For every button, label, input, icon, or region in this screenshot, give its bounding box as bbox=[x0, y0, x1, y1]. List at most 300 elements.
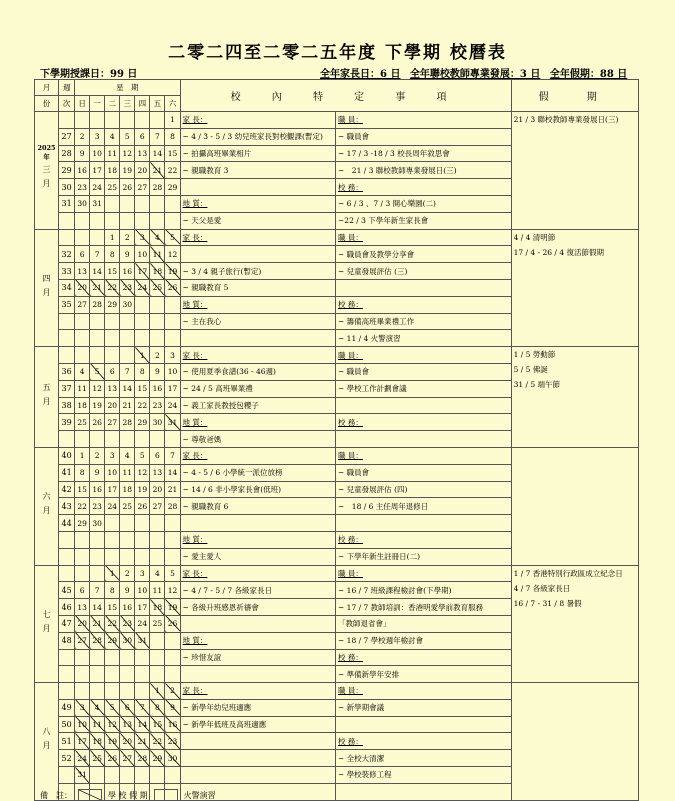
calendar-row bbox=[35, 683, 639, 700]
day-cell: 7 bbox=[90, 582, 105, 599]
month-name: 七月 bbox=[42, 609, 52, 638]
header-day: 二 bbox=[105, 96, 120, 112]
day-cell: 14 bbox=[120, 380, 135, 397]
day-cell: 30 bbox=[75, 195, 90, 212]
week-number: 32 bbox=[59, 246, 75, 263]
week-number bbox=[59, 431, 75, 448]
parent-event: 家 長： bbox=[180, 683, 335, 700]
day-cell bbox=[90, 313, 105, 330]
day-cell: 5 bbox=[165, 565, 180, 582]
day-cell: 6 bbox=[105, 363, 120, 380]
fire-drill-legend-swatch bbox=[154, 789, 178, 801]
day-cell bbox=[135, 212, 150, 229]
week-number bbox=[59, 683, 75, 700]
day-cell bbox=[120, 313, 135, 330]
parent-event: ~ 4 / 3 - 5 / 3 幼兒班家長對校觀課(暫定) bbox=[180, 128, 335, 145]
day-cell bbox=[135, 296, 150, 313]
day-cell bbox=[165, 212, 180, 229]
parent-event bbox=[180, 733, 335, 750]
day-cell bbox=[135, 195, 150, 212]
day-cell: 28 bbox=[135, 750, 150, 767]
day-cell: 6 bbox=[120, 699, 135, 716]
summary-info bbox=[320, 65, 633, 80]
day-cell: 2 bbox=[165, 683, 180, 700]
week-number bbox=[59, 313, 75, 330]
day-cell: 15 bbox=[105, 263, 120, 280]
parent-event: ~ 24 / 5 高班畢業禮 bbox=[180, 380, 335, 397]
day-cell: 3 bbox=[135, 229, 150, 246]
day-cell bbox=[120, 666, 135, 683]
year-suffix: 年 bbox=[43, 152, 50, 161]
holiday-count: 全年假期：88 日 bbox=[549, 69, 628, 80]
day-cell: 23 bbox=[120, 279, 135, 296]
month-name: 五月 bbox=[42, 383, 52, 412]
calendar-row bbox=[35, 447, 639, 464]
day-cell bbox=[75, 531, 90, 548]
header-day: 三 bbox=[120, 96, 135, 112]
week-number: 33 bbox=[59, 263, 75, 280]
week-number: 27 bbox=[59, 128, 75, 145]
month-cell bbox=[35, 229, 59, 347]
calendar-row bbox=[35, 565, 639, 582]
day-cell: 22 bbox=[105, 279, 120, 296]
day-cell: 17 bbox=[90, 162, 105, 179]
day-cell bbox=[165, 767, 180, 784]
parent-event: ~ 14 / 6 非小學家長會(低班) bbox=[180, 481, 335, 498]
day-cell: 10 bbox=[165, 363, 180, 380]
parent-event: ~ 使用夏季食譜(36 - 46週) bbox=[180, 363, 335, 380]
day-cell: 7 bbox=[90, 246, 105, 263]
day-cell: 6 bbox=[135, 128, 150, 145]
day-cell bbox=[105, 683, 120, 700]
day-cell: 21 bbox=[135, 733, 150, 750]
day-cell: 9 bbox=[120, 582, 135, 599]
week-number: 44 bbox=[59, 515, 75, 532]
holiday-list bbox=[511, 565, 638, 683]
day-cell: 8 bbox=[150, 699, 165, 716]
staff-event: 校 務： bbox=[336, 733, 512, 750]
day-cell: 24 bbox=[105, 498, 120, 515]
day-cell: 13 bbox=[75, 599, 90, 616]
day-cell: 31 bbox=[135, 632, 150, 649]
day-cell: 23 bbox=[120, 615, 135, 632]
day-cell: 20 bbox=[75, 279, 90, 296]
legend-fire-drill: 火警演習 bbox=[183, 790, 216, 800]
header-holidays: 假 期 bbox=[511, 80, 638, 112]
week-number: 37 bbox=[59, 380, 75, 397]
day-cell: 1 bbox=[150, 683, 165, 700]
day-cell: 21 bbox=[120, 397, 135, 414]
day-cell bbox=[90, 548, 105, 565]
day-cell bbox=[75, 649, 90, 666]
day-cell: 29 bbox=[150, 750, 165, 767]
day-cell: 21 bbox=[150, 162, 165, 179]
parent-event bbox=[180, 615, 335, 632]
day-cell bbox=[165, 296, 180, 313]
day-cell: 30 bbox=[165, 750, 180, 767]
day-cell bbox=[75, 548, 90, 565]
day-cell: 29 bbox=[75, 515, 90, 532]
day-cell bbox=[105, 195, 120, 212]
day-cell: 3 bbox=[75, 699, 90, 716]
day-cell: 10 bbox=[75, 716, 90, 733]
staff-event: ~ 18 / 6 主任周年退修日 bbox=[336, 498, 512, 515]
legend-label: 備 註： bbox=[40, 790, 72, 800]
day-cell: 15 bbox=[105, 599, 120, 616]
day-cell bbox=[120, 548, 135, 565]
day-cell: 9 bbox=[120, 246, 135, 263]
day-cell: 5 bbox=[120, 128, 135, 145]
day-cell bbox=[150, 531, 165, 548]
day-cell: 14 bbox=[165, 464, 180, 481]
day-cell: 1 bbox=[135, 347, 150, 364]
staff-event: 職 員： bbox=[336, 683, 512, 700]
header-day: 日 bbox=[75, 96, 90, 112]
staff-event: ~ 職員會及教學分享會 bbox=[336, 246, 512, 263]
staff-event: 職 員： bbox=[336, 229, 512, 246]
day-cell bbox=[120, 683, 135, 700]
day-cell bbox=[135, 112, 150, 129]
week-number: 34 bbox=[59, 279, 75, 296]
day-cell: 2 bbox=[90, 447, 105, 464]
day-cell: 3 bbox=[105, 447, 120, 464]
day-cell: 14 bbox=[135, 716, 150, 733]
staff-event: ~ 下學年新生註冊日(二) bbox=[336, 548, 512, 565]
legend-holiday: 學 校 假 期 bbox=[108, 790, 148, 800]
staff-event: ~ 職員會 bbox=[336, 128, 512, 145]
staff-event: ~ 11 / 4 火警演習 bbox=[336, 330, 512, 347]
parent-event: ~ 親職教育 3 bbox=[180, 162, 335, 179]
day-cell bbox=[165, 531, 180, 548]
day-cell bbox=[75, 347, 90, 364]
week-number: 47 bbox=[59, 615, 75, 632]
parent-event: 地 質： bbox=[180, 414, 335, 431]
day-cell: 5 bbox=[165, 229, 180, 246]
day-cell: 13 bbox=[150, 464, 165, 481]
parent-event: ~ 天父是愛 bbox=[180, 212, 335, 229]
week-number bbox=[59, 565, 75, 582]
day-cell: 8 bbox=[135, 363, 150, 380]
day-cell: 21 bbox=[165, 481, 180, 498]
day-cell bbox=[150, 112, 165, 129]
day-cell: 18 bbox=[150, 263, 165, 280]
week-number bbox=[59, 649, 75, 666]
day-cell bbox=[75, 683, 90, 700]
week-number: 39 bbox=[59, 414, 75, 431]
parent-event: ~ 4 / 7 - 5 / 7 各級家長日 bbox=[180, 582, 335, 599]
parent-event: ~ 愛主愛人 bbox=[180, 548, 335, 565]
staff-event: ~ 兒童發展評估 (三) bbox=[336, 263, 512, 280]
holiday-item: 4 / 4 清明節 bbox=[513, 232, 556, 242]
staff-event: 職 員： bbox=[336, 112, 512, 129]
day-cell: 5 bbox=[135, 447, 150, 464]
month-name: 三月 bbox=[42, 164, 52, 193]
day-cell: 4 bbox=[105, 128, 120, 145]
day-cell: 29 bbox=[165, 179, 180, 196]
day-cell: 26 bbox=[165, 615, 180, 632]
day-cell: 17 bbox=[135, 599, 150, 616]
day-cell: 16 bbox=[90, 481, 105, 498]
day-cell: 12 bbox=[90, 380, 105, 397]
day-cell bbox=[90, 229, 105, 246]
calendar-row bbox=[35, 229, 639, 246]
day-cell: 17 bbox=[135, 263, 150, 280]
day-cell: 25 bbox=[75, 414, 90, 431]
day-cell: 27 bbox=[120, 750, 135, 767]
day-cell bbox=[135, 767, 150, 784]
week-number: 45 bbox=[59, 582, 75, 599]
teaching-days: 下學期授課日：99 日 bbox=[40, 69, 138, 80]
legend bbox=[40, 789, 216, 801]
day-cell: 18 bbox=[105, 162, 120, 179]
day-cell bbox=[105, 112, 120, 129]
calendar-table bbox=[34, 79, 639, 801]
month-cell bbox=[35, 565, 59, 683]
holiday-item: 16 / 7 - 31 / 8 暑假 bbox=[513, 598, 582, 608]
month-cell bbox=[35, 112, 59, 230]
day-cell: 27 bbox=[135, 179, 150, 196]
day-cell: 25 bbox=[150, 279, 165, 296]
holiday-item: 21 / 3 聯校教師專業發展日(三) bbox=[513, 115, 619, 124]
day-cell bbox=[90, 431, 105, 448]
day-cell bbox=[120, 112, 135, 129]
staff-event bbox=[336, 431, 512, 448]
week-number: 30 bbox=[59, 179, 75, 196]
staff-event bbox=[336, 716, 512, 733]
week-number bbox=[59, 112, 75, 129]
day-cell: 31 bbox=[75, 767, 90, 784]
month-name: 六月 bbox=[42, 492, 52, 521]
day-cell: 15 bbox=[135, 380, 150, 397]
header-events: 校 內 特 定 事 項 bbox=[180, 80, 511, 112]
staff-event bbox=[336, 515, 512, 532]
parent-event: 地 質： bbox=[180, 531, 335, 548]
day-cell bbox=[105, 347, 120, 364]
staff-event: 「教師退省會」 bbox=[336, 615, 512, 632]
week-number: 31 bbox=[59, 195, 75, 212]
day-cell bbox=[105, 767, 120, 784]
day-cell: 20 bbox=[150, 481, 165, 498]
day-cell bbox=[120, 195, 135, 212]
week-number bbox=[59, 212, 75, 229]
day-cell: 31 bbox=[90, 195, 105, 212]
day-cell bbox=[105, 431, 120, 448]
day-cell bbox=[105, 649, 120, 666]
staff-event: ~ 21 / 3 聯校教師專業發展日(三) bbox=[336, 162, 512, 179]
day-cell: 15 bbox=[150, 716, 165, 733]
day-cell: 25 bbox=[105, 179, 120, 196]
holiday-item: 4 / 7 各級家長日 bbox=[513, 583, 571, 593]
day-cell bbox=[90, 330, 105, 347]
week-number: 49 bbox=[59, 699, 75, 716]
week-number: 48 bbox=[59, 632, 75, 649]
day-cell: 18 bbox=[120, 481, 135, 498]
parent-event: 家 長： bbox=[180, 565, 335, 582]
staff-event: ~ 兒童發展評估 (四) bbox=[336, 481, 512, 498]
week-number bbox=[59, 548, 75, 565]
day-cell: 4 bbox=[120, 447, 135, 464]
holiday-list bbox=[511, 683, 638, 801]
week-number: 28 bbox=[59, 145, 75, 162]
day-cell: 21 bbox=[90, 279, 105, 296]
staff-event: ~ 職員會 bbox=[336, 464, 512, 481]
day-cell: 13 bbox=[105, 380, 120, 397]
day-cell: 9 bbox=[165, 699, 180, 716]
day-cell: 11 bbox=[105, 145, 120, 162]
parent-event: ~ 珍惜友誼 bbox=[180, 649, 335, 666]
day-cell: 17 bbox=[75, 733, 90, 750]
day-cell: 25 bbox=[120, 498, 135, 515]
staff-event: 校 務： bbox=[336, 649, 512, 666]
week-number: 46 bbox=[59, 599, 75, 616]
staff-event: ~ 17 / 3 -18 / 3 校長周年敘思會 bbox=[336, 145, 512, 162]
header-weekday: 星 期 bbox=[75, 80, 180, 96]
calendar-row bbox=[35, 112, 639, 129]
day-cell bbox=[90, 212, 105, 229]
week-number: 40 bbox=[59, 447, 75, 464]
day-cell: 25 bbox=[150, 615, 165, 632]
day-cell bbox=[165, 666, 180, 683]
day-cell: 12 bbox=[135, 464, 150, 481]
day-cell: 27 bbox=[105, 414, 120, 431]
day-cell: 20 bbox=[105, 397, 120, 414]
month-name: 四月 bbox=[42, 273, 52, 302]
staff-event bbox=[336, 783, 512, 800]
holiday-item: 1 / 7 香港特別行政區成立紀念日 bbox=[513, 568, 623, 578]
day-cell bbox=[90, 683, 105, 700]
day-cell: 4 bbox=[150, 229, 165, 246]
day-cell: 24 bbox=[75, 750, 90, 767]
day-cell: 20 bbox=[120, 733, 135, 750]
week-number: 50 bbox=[59, 716, 75, 733]
parent-event bbox=[180, 246, 335, 263]
parent-event bbox=[180, 179, 335, 196]
day-cell bbox=[165, 431, 180, 448]
day-cell: 8 bbox=[105, 246, 120, 263]
holiday-list bbox=[511, 447, 638, 565]
day-cell: 1 bbox=[165, 112, 180, 129]
day-cell: 9 bbox=[90, 464, 105, 481]
header-day: 一 bbox=[90, 96, 105, 112]
day-cell: 17 bbox=[165, 380, 180, 397]
staff-event: ~ 18 / 7 學校週年檢討會 bbox=[336, 632, 512, 649]
day-cell bbox=[75, 313, 90, 330]
day-cell: 23 bbox=[75, 179, 90, 196]
day-cell bbox=[90, 565, 105, 582]
day-cell: 26 bbox=[105, 750, 120, 767]
day-cell bbox=[90, 666, 105, 683]
day-cell: 18 bbox=[75, 397, 90, 414]
day-cell: 24 bbox=[135, 279, 150, 296]
day-cell bbox=[75, 431, 90, 448]
day-cell: 6 bbox=[75, 582, 90, 599]
day-cell: 22 bbox=[165, 162, 180, 179]
staff-event: 校 務： bbox=[336, 296, 512, 313]
parent-event: ~ 主在我心 bbox=[180, 313, 335, 330]
month-name: 八月 bbox=[42, 727, 52, 756]
month-cell bbox=[35, 447, 59, 565]
day-cell: 19 bbox=[165, 263, 180, 280]
parent-event: ~ 親職教育 6 bbox=[180, 498, 335, 515]
day-cell: 27 bbox=[75, 296, 90, 313]
staff-event: ~ 17 / 7 教師培訓：香港明愛學前教育服務 bbox=[336, 599, 512, 616]
staff-event: ~ 學校工作計劃會議 bbox=[336, 380, 512, 397]
day-cell: 24 bbox=[90, 179, 105, 196]
day-cell bbox=[120, 347, 135, 364]
staff-event: ~ 學校裝修工程 bbox=[336, 767, 512, 784]
week-number bbox=[59, 347, 75, 364]
day-cell: 2 bbox=[120, 229, 135, 246]
staff-event: 校 務： bbox=[336, 179, 512, 196]
parent-event: ~ 3 / 4 親子旅行(暫定) bbox=[180, 263, 335, 280]
day-cell: 25 bbox=[90, 750, 105, 767]
day-cell: 21 bbox=[90, 615, 105, 632]
day-cell bbox=[75, 565, 90, 582]
day-cell bbox=[165, 548, 180, 565]
week-number: 38 bbox=[59, 397, 75, 414]
parent-day-count: 全年家長日：6 日 bbox=[320, 69, 401, 80]
day-cell bbox=[105, 212, 120, 229]
week-number: 36 bbox=[59, 363, 75, 380]
day-cell bbox=[90, 112, 105, 129]
parent-event bbox=[180, 330, 335, 347]
week-number bbox=[59, 767, 75, 784]
day-cell bbox=[135, 330, 150, 347]
header-day: 四 bbox=[135, 96, 150, 112]
day-cell bbox=[75, 112, 90, 129]
staff-event bbox=[336, 279, 512, 296]
day-cell bbox=[135, 548, 150, 565]
parent-event: ~ 新學年低班及高班適應 bbox=[180, 716, 335, 733]
day-cell: 11 bbox=[120, 464, 135, 481]
parent-event bbox=[180, 750, 335, 767]
day-cell bbox=[135, 683, 150, 700]
holiday-list bbox=[511, 112, 638, 230]
day-cell: 7 bbox=[165, 447, 180, 464]
month-cell bbox=[35, 683, 59, 801]
day-cell: 22 bbox=[150, 733, 165, 750]
parent-event: 家 長： bbox=[180, 229, 335, 246]
day-cell bbox=[90, 531, 105, 548]
parent-event: ~ 拍攝高班畢業相片 bbox=[180, 145, 335, 162]
day-cell bbox=[150, 649, 165, 666]
month-cell bbox=[35, 347, 59, 448]
day-cell: 17 bbox=[105, 481, 120, 498]
day-cell: 16 bbox=[120, 599, 135, 616]
day-cell bbox=[150, 431, 165, 448]
day-cell bbox=[150, 296, 165, 313]
week-number: 35 bbox=[59, 296, 75, 313]
day-cell bbox=[105, 666, 120, 683]
day-cell bbox=[105, 531, 120, 548]
parent-event: 地 質： bbox=[180, 195, 335, 212]
day-cell: 29 bbox=[135, 414, 150, 431]
staff-event: ~ 職員會 bbox=[336, 363, 512, 380]
day-cell: 26 bbox=[90, 414, 105, 431]
staff-event: ~ 新學期會議 bbox=[336, 699, 512, 716]
week-number: 51 bbox=[59, 733, 75, 750]
day-cell bbox=[90, 767, 105, 784]
day-cell bbox=[165, 515, 180, 532]
day-cell: 23 bbox=[150, 397, 165, 414]
parent-event: ~ 義工家長教授包糭子 bbox=[180, 397, 335, 414]
day-cell: 18 bbox=[150, 599, 165, 616]
day-cell: 28 bbox=[90, 296, 105, 313]
day-cell: 23 bbox=[90, 498, 105, 515]
day-cell bbox=[75, 330, 90, 347]
day-cell bbox=[165, 649, 180, 666]
day-cell: 3 bbox=[165, 347, 180, 364]
